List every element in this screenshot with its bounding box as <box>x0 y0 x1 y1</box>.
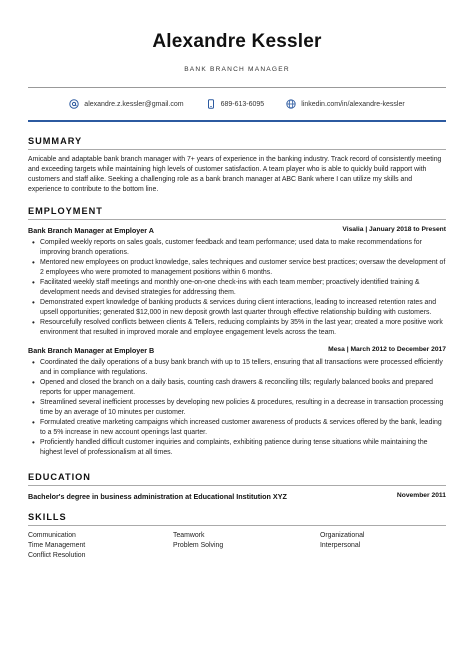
skills-section <box>28 512 446 561</box>
section-title: SKILLS <box>28 511 67 522</box>
bullet-item: • Streamlined several inefficient processes by developing new policies & procedures, resulting in a decrease in transaction processing time by an average of 10 minutes per customer. <box>28 398 446 418</box>
bullet-item: • Formulated creative marketing campaigns which increased customer awareness of products & services offered by the bank, leading to a 5% increase in new account openings last quarter. <box>28 418 446 438</box>
contact-phone[interactable] <box>206 99 265 109</box>
education-date: November 2011 <box>396 491 446 499</box>
section-underline <box>28 525 446 526</box>
job-meta: Mesa | March 2012 to December 2017 <box>328 345 446 353</box>
skill-item: Organizational <box>320 531 365 539</box>
degree-text: Bachelor's degree in business administration at Educational Institution XYZ <box>28 491 287 501</box>
job-role: Bank Branch Manager at Employer A <box>28 225 154 235</box>
email-text: alexandre.z.kessler@gmail.com <box>84 100 184 108</box>
skill-item: Communication <box>28 531 76 539</box>
phone-text: 689-613-6095 <box>220 100 265 108</box>
contact-bar <box>28 88 446 120</box>
bullet-item: • Demonstrated expert knowledge of banking products & services during client interactions, leading to increased retention rates and upsell opportunities; generated $12,000 in new deposit growth last quarter through effective relationship building with customers. <box>28 298 446 318</box>
contact-linkedin[interactable] <box>286 99 405 109</box>
bullet-item: • Resourcefully resolved conflicts between clients & Tellers, reducing complaints by 35% in the last year; created a more positive work environment that resulted in improved morale and employee engagement levels across the team. <box>28 318 446 338</box>
job-entry <box>28 226 446 338</box>
phone-icon <box>206 99 216 109</box>
bullet-item: • Mentored new employees on product knowledge, sales techniques and customer service best practices; oversaw the development of 2 employees who were promoted to management positions within 6 months. <box>28 258 446 278</box>
skill-item: Interpersonal <box>320 541 361 549</box>
candidate-name: Alexandre Kessler <box>152 31 322 52</box>
summary-text: Amicable and adaptable bank branch manager with 7+ years of experience in the banking industry. Track record of consistently meeting and exceeding targets while maintaining high levels of customer satisfaction. A team player who is able to quickly build rapport with customers and staff alike. Seeking a challenging role as a bank branch manager at ABC Bank where I can utilize my skills and experience to contribute to the bottom line. <box>28 155 442 193</box>
job-header <box>28 226 446 235</box>
globe-icon <box>286 99 296 109</box>
bullet-item: • Opened and closed the branch on a daily basis, counting cash drawers & reconciling tills; regularly balanced books and prepared reports for upper management. <box>28 378 446 398</box>
skills-grid <box>28 531 446 561</box>
bullet-item: • Compiled weekly reports on sales goals, customer feedback and team performance; used data to make recommendations for improving branch operations. <box>28 238 446 258</box>
contact-email[interactable] <box>69 99 183 109</box>
job-role: Bank Branch Manager at Employer B <box>28 345 155 355</box>
job-headline: BANK BRANCH MANAGER <box>184 66 290 73</box>
skill-item: Problem Solving <box>173 541 224 549</box>
skill-item: Time Management <box>28 541 86 549</box>
job-meta: Visalia | January 2018 to Present <box>342 225 446 233</box>
linkedin-text: linkedin.com/in/alexandre-kessler <box>301 100 405 108</box>
job-entry <box>28 346 446 458</box>
education-section <box>28 472 446 501</box>
summary-section <box>28 136 446 195</box>
section-title: SUMMARY <box>28 135 83 146</box>
job-header <box>28 346 446 355</box>
job-bullets <box>28 358 446 458</box>
job-bullets <box>28 238 446 338</box>
section-title: EMPLOYMENT <box>28 205 103 216</box>
email-at-icon <box>69 99 79 109</box>
bullet-item: • Coordinated the daily operations of a busy bank branch with up to 15 tellers, ensuring that all transactions were processed efficiently and in compliance with regulations. <box>28 358 446 378</box>
skill-item: Teamwork <box>173 531 205 539</box>
accent-divider <box>28 120 446 122</box>
section-underline <box>28 219 446 220</box>
employment-section <box>28 206 446 458</box>
education-entry <box>28 492 446 501</box>
section-title: EDUCATION <box>28 471 91 482</box>
section-underline <box>28 149 446 150</box>
bullet-item: • Facilitated weekly staff meetings and monthly one-on-one check-ins with each team member; proactively identified training & development needs and devised strategies for addressing them. <box>28 278 446 298</box>
bullet-item: • Proficiently handled difficult customer inquiries and complaints, exhibiting patience during tense situations while maintaining the highest level of professionalism at all times. <box>28 438 446 458</box>
section-underline <box>28 485 446 486</box>
skill-item: Conflict Resolution <box>28 551 86 559</box>
